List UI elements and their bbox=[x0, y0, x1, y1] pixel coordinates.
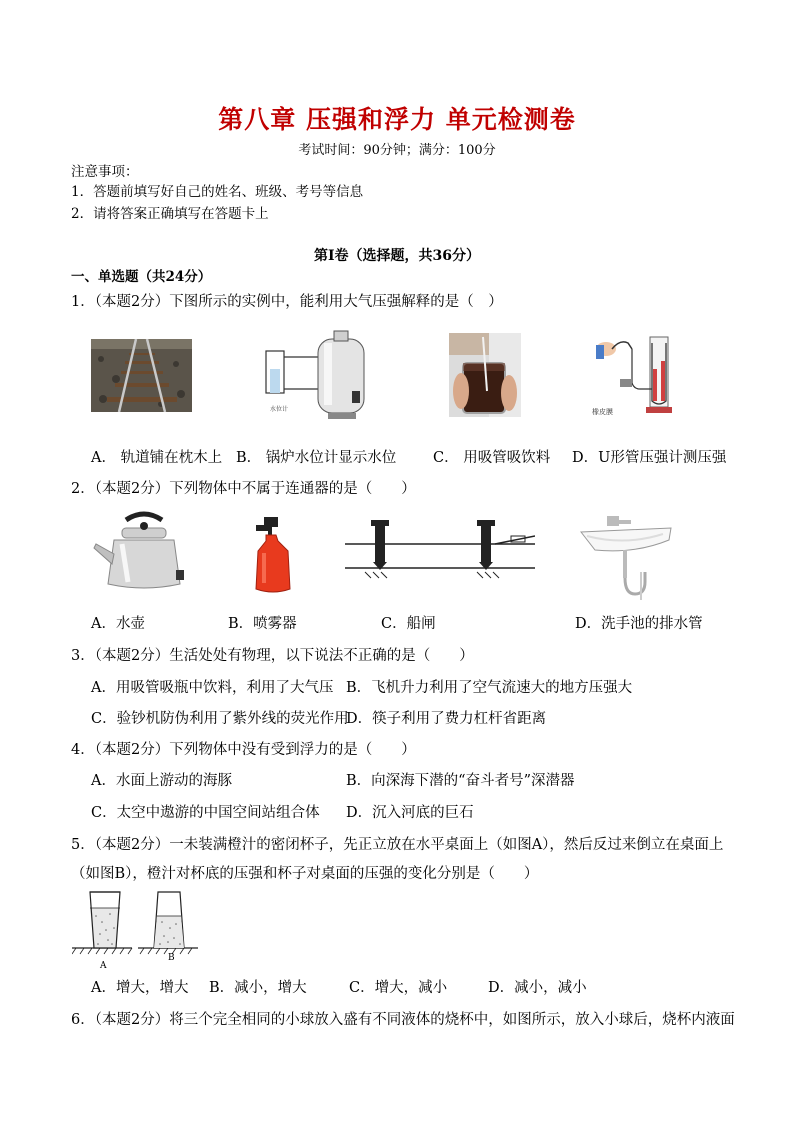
boiler-water-gauge-image bbox=[262, 329, 372, 421]
question-1-option-c[interactable]: C． 用吸管吸饮料 bbox=[433, 450, 551, 466]
question-5-option-d[interactable]: D．减小，减小 bbox=[488, 980, 587, 996]
question-1-option-d[interactable]: D．U形管压强计测压强 bbox=[572, 450, 727, 466]
question-1-option-b[interactable]: B． 锅炉水位计显示水位 bbox=[236, 450, 397, 466]
ship-lock-diagram bbox=[345, 516, 535, 584]
straw-drinking-image bbox=[449, 333, 521, 417]
question-2-option-d[interactable]: D．洗手池的排水管 bbox=[575, 616, 703, 632]
question-3-option-c[interactable]: C．验钞机防伪利用了紫外线的荧光作用 bbox=[91, 711, 349, 727]
kettle-image bbox=[92, 510, 188, 592]
question-1-stem: 1．（本题2分）下图所示的实例中，能利用大气压强解释的是（ ） bbox=[71, 294, 503, 310]
figure-label-water-gauge: 水位计 bbox=[270, 406, 289, 413]
question-4-stem: 4．（本题2分）下列物体中没有受到浮力的是（ ） bbox=[71, 742, 416, 758]
question-5-stem-line-2: （如图B），橙汁对杯底的压强和杯子对桌面的压强的变化分别是（ ） bbox=[71, 866, 539, 882]
figure-label-a: A bbox=[100, 961, 107, 970]
question-4-option-c[interactable]: C．太空中遨游的中国空间站组合体 bbox=[91, 805, 320, 821]
question-2-option-c[interactable]: C．船闸 bbox=[381, 616, 436, 632]
notes-heading: 注意事项： bbox=[71, 164, 139, 180]
question-4-option-d[interactable]: D．沉入河底的巨石 bbox=[346, 805, 474, 821]
question-2-option-a[interactable]: A．水壶 bbox=[91, 616, 145, 632]
question-2-stem: 2．（本题2分）下列物体中不属于连通器的是（ ） bbox=[71, 481, 416, 497]
question-3-option-d[interactable]: D．筷子利用了费力杠杆省距离 bbox=[346, 711, 547, 727]
question-5-stem-line-1: 5．（本题2分）一未装满橙汁的密闭杯子，先正立放在水平桌面上（如图A），然后反过来倒立在桌面上 bbox=[71, 837, 724, 853]
question-4-option-a[interactable]: A．水面上游动的海豚 bbox=[91, 773, 232, 789]
question-3-option-a[interactable]: A．用吸管吸瓶中饮料，利用了大气压 bbox=[91, 680, 334, 696]
volume-title: 第Ⅰ卷（选择题，共36分） bbox=[313, 248, 481, 264]
figure-label-b: B bbox=[168, 953, 175, 963]
question-6-stem: 6．（本题2分）将三个完全相同的小球放入盛有不同液体的烧杯中，如图所示，放入小球后，烧杯内液面 bbox=[71, 1012, 735, 1028]
question-5-option-b[interactable]: B．减小，增大 bbox=[209, 980, 307, 996]
notes-item-2: 2．请将答案正确填写在答题卡上 bbox=[71, 206, 269, 222]
cups-diagram bbox=[72, 888, 200, 970]
question-5-option-c[interactable]: C．增大，减小 bbox=[349, 980, 448, 996]
railway-track-image bbox=[91, 339, 192, 412]
question-1-option-a[interactable]: A． 轨道铺在枕木上 bbox=[91, 450, 223, 466]
spray-bottle-image bbox=[248, 513, 298, 593]
figure-label-rubber-membrane: 橡皮膜 bbox=[592, 408, 613, 416]
page-title: 第八章 压强和浮力 单元检测卷 bbox=[218, 105, 576, 134]
notes-item-1: 1．答题前填写好自己的姓名、班级、考号等信息 bbox=[71, 184, 364, 200]
question-3-stem: 3．（本题2分）生活处处有物理，以下说法不正确的是（ ） bbox=[71, 648, 474, 664]
u-tube-manometer-image bbox=[590, 335, 674, 417]
question-4-option-b[interactable]: B．向深海下潜的“奋斗者号”深潜器 bbox=[346, 773, 575, 789]
question-5-option-a[interactable]: A．增大，增大 bbox=[91, 980, 189, 996]
question-3-option-b[interactable]: B．飞机升力利用了空气流速大的地方压强大 bbox=[346, 680, 633, 696]
question-2-option-b[interactable]: B．喷雾器 bbox=[228, 616, 297, 632]
exam-info: 考试时间：90分钟；满分：100分 bbox=[298, 143, 496, 158]
part-title: 一、单选题（共24分） bbox=[71, 269, 212, 285]
wash-basin-image bbox=[575, 514, 675, 602]
